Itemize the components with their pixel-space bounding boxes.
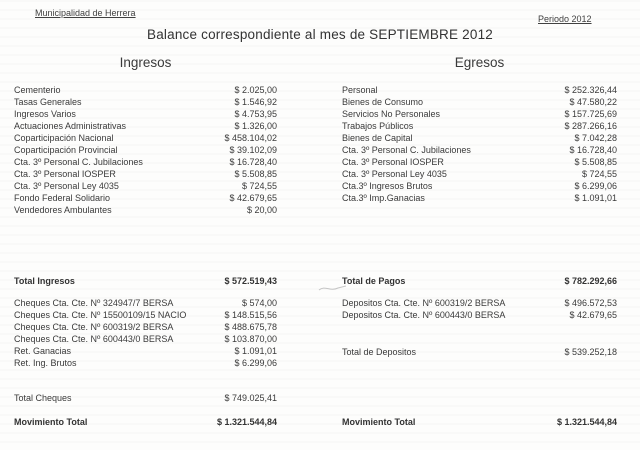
ingresos-row	[14, 84, 277, 96]
row-value: $ 1.091,01	[574, 193, 617, 203]
row-value: $ 724,55	[241, 181, 277, 191]
row-value: $ 20,00	[246, 205, 277, 215]
row-label: Ingresos Varios	[14, 109, 76, 119]
egresos-row	[342, 180, 617, 192]
row-value: $ 2.025,00	[234, 85, 277, 95]
ingresos-row	[14, 156, 277, 168]
cheques-row	[14, 357, 277, 369]
egresos-row	[342, 84, 617, 96]
ingresos-rows	[14, 84, 277, 216]
row-value: $ 574,00	[241, 298, 277, 308]
row-label: Cheques Cta. Cte. Nº 600319/2 BERSA	[14, 322, 174, 332]
row-label: Cta. 3º Personal IOSPER	[14, 169, 116, 179]
row-label: Actuaciones Administrativas	[14, 121, 127, 131]
row-label: Coparticipación Provincial	[14, 145, 118, 155]
total-value: $ 572.519,43	[224, 276, 277, 286]
row-label: Cta.3º Ingresos Brutos	[342, 181, 433, 191]
movimiento-total-row	[342, 416, 617, 428]
depositos-rows	[342, 297, 617, 321]
ingresos-heading: Ingresos	[119, 55, 172, 70]
row-value: $ 1.091,01	[234, 346, 277, 356]
row-label: Cheques Cta. Cte. Nº 324947/7 BERSA	[14, 298, 174, 308]
depositos-row	[342, 297, 617, 309]
ingresos-row	[14, 204, 277, 216]
row-label: Ret. Ing. Brutos	[14, 358, 77, 368]
row-value: $ 16.728,40	[229, 157, 277, 167]
row-label: Trabajos Públicos	[342, 121, 414, 131]
total-label: Total Ingresos	[14, 276, 75, 286]
cheques-row	[14, 345, 277, 357]
total-value: $ 539.252,18	[564, 347, 617, 357]
total-label: Movimiento Total	[14, 417, 88, 427]
row-label: Cta. 3º Personal IOSPER	[342, 157, 444, 167]
row-value: $ 7.042,28	[574, 133, 617, 143]
row-label: Depositos Cta. Cte. Nº 600319/2 BERSA	[342, 298, 506, 308]
ingresos-row	[14, 168, 277, 180]
ingresos-row	[14, 120, 277, 132]
total-value: $ 1.321.544,84	[216, 417, 277, 427]
period-label: Periodo 2012	[538, 14, 592, 24]
total-value: $ 749.025,41	[224, 393, 277, 403]
egresos-row	[342, 96, 617, 108]
egresos-row	[342, 108, 617, 120]
ingresos-row	[14, 132, 277, 144]
row-label: Bienes de Consumo	[342, 97, 424, 107]
row-value: $ 287.266,16	[564, 121, 617, 131]
row-label: Cta.3º Imp.Ganacias	[342, 193, 425, 203]
org-name: Municipalidad de Herrera	[35, 8, 136, 18]
row-value: $ 252.326,44	[564, 85, 617, 95]
row-value: $ 1.326,00	[234, 121, 277, 131]
ingresos-row	[14, 144, 277, 156]
total-ingresos-row	[14, 275, 277, 287]
cheques-row	[14, 297, 277, 309]
row-label: Servicios No Personales	[342, 109, 441, 119]
ingresos-row	[14, 192, 277, 204]
row-label: Bienes de Capital	[342, 133, 413, 143]
row-label: Cta. 3º Personal C. Jubilaciones	[14, 157, 143, 167]
cheques-rows	[14, 297, 277, 369]
row-value: $ 724,55	[581, 169, 617, 179]
total-value: $ 1.321.544,84	[556, 417, 617, 427]
row-label: Cta. 3º Personal Ley 4035	[14, 181, 119, 191]
row-value: $ 488.675,78	[224, 322, 277, 332]
egresos-rows	[342, 84, 617, 204]
row-label: Cheques Cta. Cte. Nº 600443/0 BERSA	[14, 334, 174, 344]
row-value: $ 5.508,85	[234, 169, 277, 179]
movimiento-total-row	[14, 416, 277, 428]
row-value: $ 1.546,92	[234, 97, 277, 107]
egresos-row	[342, 156, 617, 168]
row-value: $ 16.728,40	[569, 145, 617, 155]
total-label: Total de Pagos	[342, 276, 406, 286]
row-value: $ 148.515,56	[224, 310, 277, 320]
row-value: $ 47.580,22	[569, 97, 617, 107]
row-label: Fondo Federal Solidario	[14, 193, 111, 203]
total-value: $ 782.292,66	[564, 276, 617, 286]
row-value: $ 5.508,85	[574, 157, 617, 167]
ingresos-row	[14, 96, 277, 108]
egresos-heading: Egresos	[454, 55, 505, 70]
row-value: $ 42.679,65	[569, 310, 617, 320]
row-label: Ret. Ganacias	[14, 346, 72, 356]
row-value: $ 4.753,95	[234, 109, 277, 119]
total-label: Total Cheques	[14, 393, 72, 403]
row-value: $ 39.102,09	[229, 145, 277, 155]
cheques-row	[14, 333, 277, 345]
depositos-row	[342, 309, 617, 321]
row-value: $ 103.870,00	[224, 334, 277, 344]
row-value: $ 42.679,65	[229, 193, 277, 203]
egresos-row	[342, 192, 617, 204]
row-value: $ 6.299,06	[234, 358, 277, 368]
row-label: Personal	[342, 85, 378, 95]
document-title: Balance correspondiente al mes de SEPTIEMBRE 2012	[147, 27, 493, 42]
row-label: Vendedores Ambulantes	[14, 205, 112, 215]
egresos-row	[342, 144, 617, 156]
row-label: Coparticipación Nacional	[14, 133, 114, 143]
egresos-row	[342, 168, 617, 180]
cheques-row	[14, 309, 277, 321]
row-label: Tasas Generales	[14, 97, 82, 107]
total-cheques-row	[14, 392, 277, 404]
row-label: Cta. 3º Personal Ley 4035	[342, 169, 447, 179]
egresos-row	[342, 120, 617, 132]
cheques-row	[14, 321, 277, 333]
row-value: $ 157.725,69	[564, 109, 617, 119]
row-label: Depositos Cta. Cte. Nº 600443/0 BERSA	[342, 310, 506, 320]
total-label: Total de Depositos	[342, 347, 417, 357]
total-pagos-row	[342, 275, 617, 287]
row-value: $ 6.299,06	[574, 181, 617, 191]
ingresos-row	[14, 180, 277, 192]
row-value: $ 458.104,02	[224, 133, 277, 143]
row-label: Cheques Cta. Cte. Nº 15500109/15 NACIO	[14, 310, 187, 320]
total-depositos-row	[342, 346, 617, 358]
ingresos-row	[14, 108, 277, 120]
row-value: $ 496.572,53	[564, 298, 617, 308]
row-label: Cta. 3º Personal C. Jubilaciones	[342, 145, 471, 155]
row-label: Cementerio	[14, 85, 61, 95]
total-label: Movimiento Total	[342, 417, 416, 427]
egresos-row	[342, 132, 617, 144]
